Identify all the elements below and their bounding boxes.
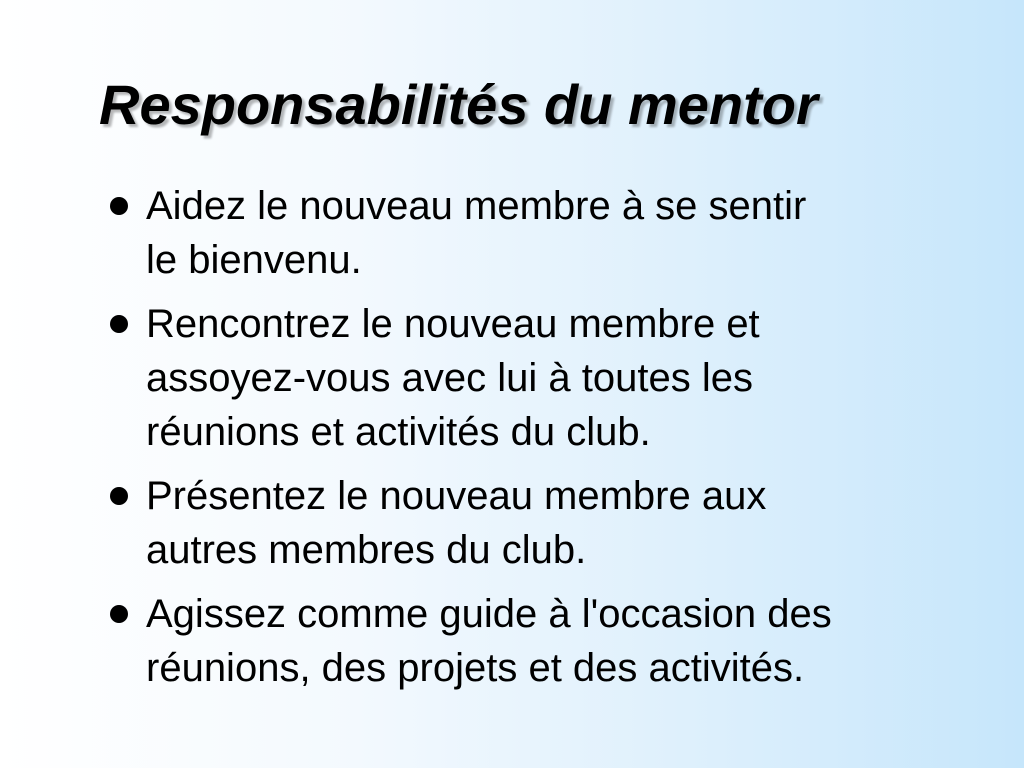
bullet-text-line: Rencontrez le nouveau membre et <box>146 302 760 346</box>
bullet-text-line: le bienvenu. <box>146 238 362 282</box>
bullet-item-welcome <box>105 179 965 287</box>
bullet-dot-icon <box>110 315 128 333</box>
bullet-text-line: assoyez-vous avec lui à toutes les <box>146 356 753 400</box>
bullet-item-guide <box>105 587 965 695</box>
bullet-dot-icon <box>110 487 128 505</box>
bullet-text-line: Agissez comme guide à l'occasion des <box>146 592 832 636</box>
bullet-list <box>105 179 965 705</box>
bullet-text-line: réunions, des projets et des activités. <box>146 646 805 690</box>
bullet-item-introduce <box>105 469 965 577</box>
bullet-dot-icon <box>110 605 128 623</box>
bullet-text-line: Présentez le nouveau membre aux <box>146 474 767 518</box>
bullet-text-line: Aidez le nouveau membre à se sentir <box>146 184 807 228</box>
bullet-item-meet <box>105 297 965 459</box>
slide-title: Responsabilités du mentor <box>99 73 818 136</box>
bullet-text-line: autres membres du club. <box>146 528 587 572</box>
bullet-text-line: réunions et activités du club. <box>146 410 651 454</box>
bullet-dot-icon <box>110 197 128 215</box>
